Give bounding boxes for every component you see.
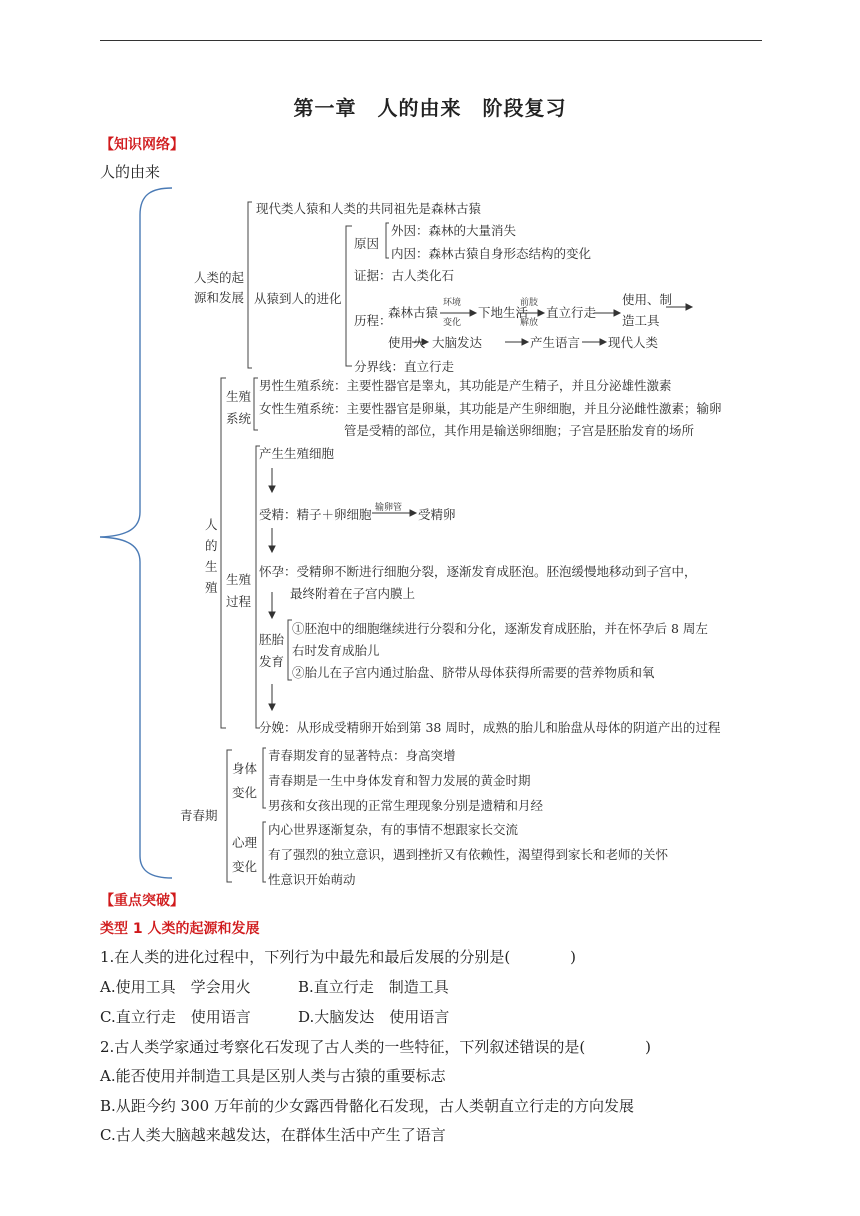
q1-stem: 1.在人类的进化过程中，下列行为中最先和最后发展的分别是( ) xyxy=(100,948,577,966)
q1-option-a: A.使用工具 学会用火 xyxy=(100,978,251,996)
cause-internal: 内因：森林古猿自身形态结构的变化 xyxy=(391,246,592,261)
common-ancestor: 现代类人猿和人类的共同祖先是森林古猿 xyxy=(256,201,482,216)
pregnancy-2: 最终附着在子宫内膜上 xyxy=(290,586,416,601)
mind-2: 有了强烈的独立意识，遇到挫折又有依赖性，渴望得到家长和老师的关怀 xyxy=(268,847,669,862)
proc-modern: 现代人类 xyxy=(608,335,659,350)
q1-option-b: B.直立行走 制造工具 xyxy=(298,978,449,996)
proc-fore-top: 前肢 xyxy=(520,298,539,308)
process-label: 历程： xyxy=(354,313,392,328)
embryo-1b: 右时发育成胎儿 xyxy=(292,643,380,658)
q2-option-c: C.古人类大脑越来越发达，在群体生活中产生了语言 xyxy=(100,1126,446,1144)
pregnancy-1: 怀孕：受精卵不断进行细胞分裂，逐渐发育成胚泡。胚泡缓慢地移动到子宫中， xyxy=(259,564,697,579)
body-bracket xyxy=(263,748,266,808)
gamete: 产生生殖细胞 xyxy=(259,446,335,461)
mind-bracket xyxy=(263,822,266,882)
body-label-1: 身体 xyxy=(232,761,258,776)
proc-tools-2: 造工具 xyxy=(622,313,660,328)
system-bracket xyxy=(254,378,258,430)
evolution-label: 从猿到人的进化 xyxy=(254,291,342,306)
section-heading-focus: 【重点突破】 xyxy=(100,893,184,909)
embryo-label-1: 胚胎 xyxy=(259,632,285,647)
q2-option-b: B.从距今约 300 万年前的少女露西骨骼化石发现，古人类朝直立行走的方向发展 xyxy=(100,1097,634,1115)
repro-label-4: 殖 xyxy=(205,580,218,595)
repro-label-2: 的 xyxy=(205,538,218,553)
puberty-label: 青春期 xyxy=(180,808,218,823)
system-label-1: 生殖 xyxy=(226,389,252,404)
proc-env-bottom: 变化 xyxy=(443,318,462,328)
proc-tools-1: 使用、制 xyxy=(622,292,673,307)
female-system-2: 管是受精的部位，其作用是输送卵细胞；子宫是胚胎发育的场所 xyxy=(344,423,695,438)
proc-fire: 使用火 xyxy=(388,335,426,350)
birth: 分娩：从形成受精卵开始到第 38 周时，成熟的胎儿和胎盘从母体的阴道产出的过程 xyxy=(259,720,721,735)
body-2: 青春期是一生中身体发育和智力发展的黄金时期 xyxy=(268,773,531,788)
system-label-2: 系统 xyxy=(226,411,252,426)
proc-forest-ape: 森林古猿 xyxy=(388,305,439,320)
topic-label: 人的由来 xyxy=(100,163,161,181)
proc-ground: 下地生活 xyxy=(478,305,529,320)
main-brace xyxy=(100,188,172,878)
q1-option-c: C.直立行走 使用语言 xyxy=(100,1008,251,1026)
q1-option-d: D.大脑发达 使用语言 xyxy=(298,1008,450,1026)
embryo-1a: ①胚泡中的细胞继续进行分裂和分化，逐渐发育成胚胎，并在怀孕后 8 周左 xyxy=(292,621,708,636)
mind-label-2: 变化 xyxy=(232,859,258,874)
page-title: 第一章 人的由来 阶段复习 xyxy=(293,96,567,120)
type1-heading: 类型 1 人类的起源和发展 xyxy=(100,921,260,937)
origin-label-2: 源和发展 xyxy=(194,290,245,305)
proc-fore-bottom: 解放 xyxy=(520,318,539,328)
fert-arrow-label: 输卵管 xyxy=(375,503,403,513)
q2-stem: 2.古人类学家通过考察化石发现了古人类的一些特征，下列叙述错误的是( ) xyxy=(100,1038,652,1056)
proc-brain: 大脑发达 xyxy=(432,335,483,350)
zygote: 受精卵 xyxy=(418,507,456,522)
process-bracket xyxy=(256,446,260,728)
evolution-bracket xyxy=(346,226,352,366)
body-1: 青春期发育的显著特点：身高突增 xyxy=(268,748,456,763)
embryo-label-2: 发育 xyxy=(259,654,285,669)
cause-bracket xyxy=(386,223,389,258)
mind-1: 内心世界逐渐复杂，有的事情不想跟家长交流 xyxy=(268,822,519,837)
proc-language: 产生语言 xyxy=(530,335,581,350)
female-system-1: 女性生殖系统：主要性器官是卵巢，其功能是产生卵细胞，并且分泌雌性激素；输卵 xyxy=(259,401,722,416)
section-heading-network: 【知识网络】 xyxy=(100,137,184,153)
cause-external: 外因：森林的大量消失 xyxy=(391,223,517,238)
origin-label-1: 人类的起 xyxy=(194,270,245,285)
proc-upright: 直立行走 xyxy=(546,305,597,320)
boundary: 分界线：直立行走 xyxy=(354,359,455,374)
fertilization: 受精：精子＋卵细胞 xyxy=(259,507,372,522)
mind-3: 性意识开始萌动 xyxy=(268,872,356,887)
origin-bracket xyxy=(248,202,252,368)
body-3: 男孩和女孩出现的正常生理现象分别是遗精和月经 xyxy=(268,798,544,813)
proc-env-top: 环境 xyxy=(443,298,462,308)
embryo-2: ②胎儿在子宫内通过胎盘、脐带从母体获得所需要的营养物质和氧 xyxy=(292,665,655,680)
q2-option-a: A.能否使用并制造工具是区别人类与古猿的重要标志 xyxy=(100,1067,446,1085)
evidence: 证据：古人类化石 xyxy=(354,268,455,283)
repro-label-3: 生 xyxy=(205,559,218,574)
repro-label-1: 人 xyxy=(205,517,218,532)
process2-label-2: 过程 xyxy=(226,594,252,609)
process2-label-1: 生殖 xyxy=(226,572,252,587)
mind-label-1: 心理 xyxy=(232,835,258,850)
body-label-2: 变化 xyxy=(232,785,258,800)
cause-label: 原因 xyxy=(354,236,380,251)
reproduction-bracket xyxy=(221,378,226,728)
male-system: 男性生殖系统：主要性器官是睾丸，其功能是产生精子，并且分泌雄性激素 xyxy=(259,378,672,393)
